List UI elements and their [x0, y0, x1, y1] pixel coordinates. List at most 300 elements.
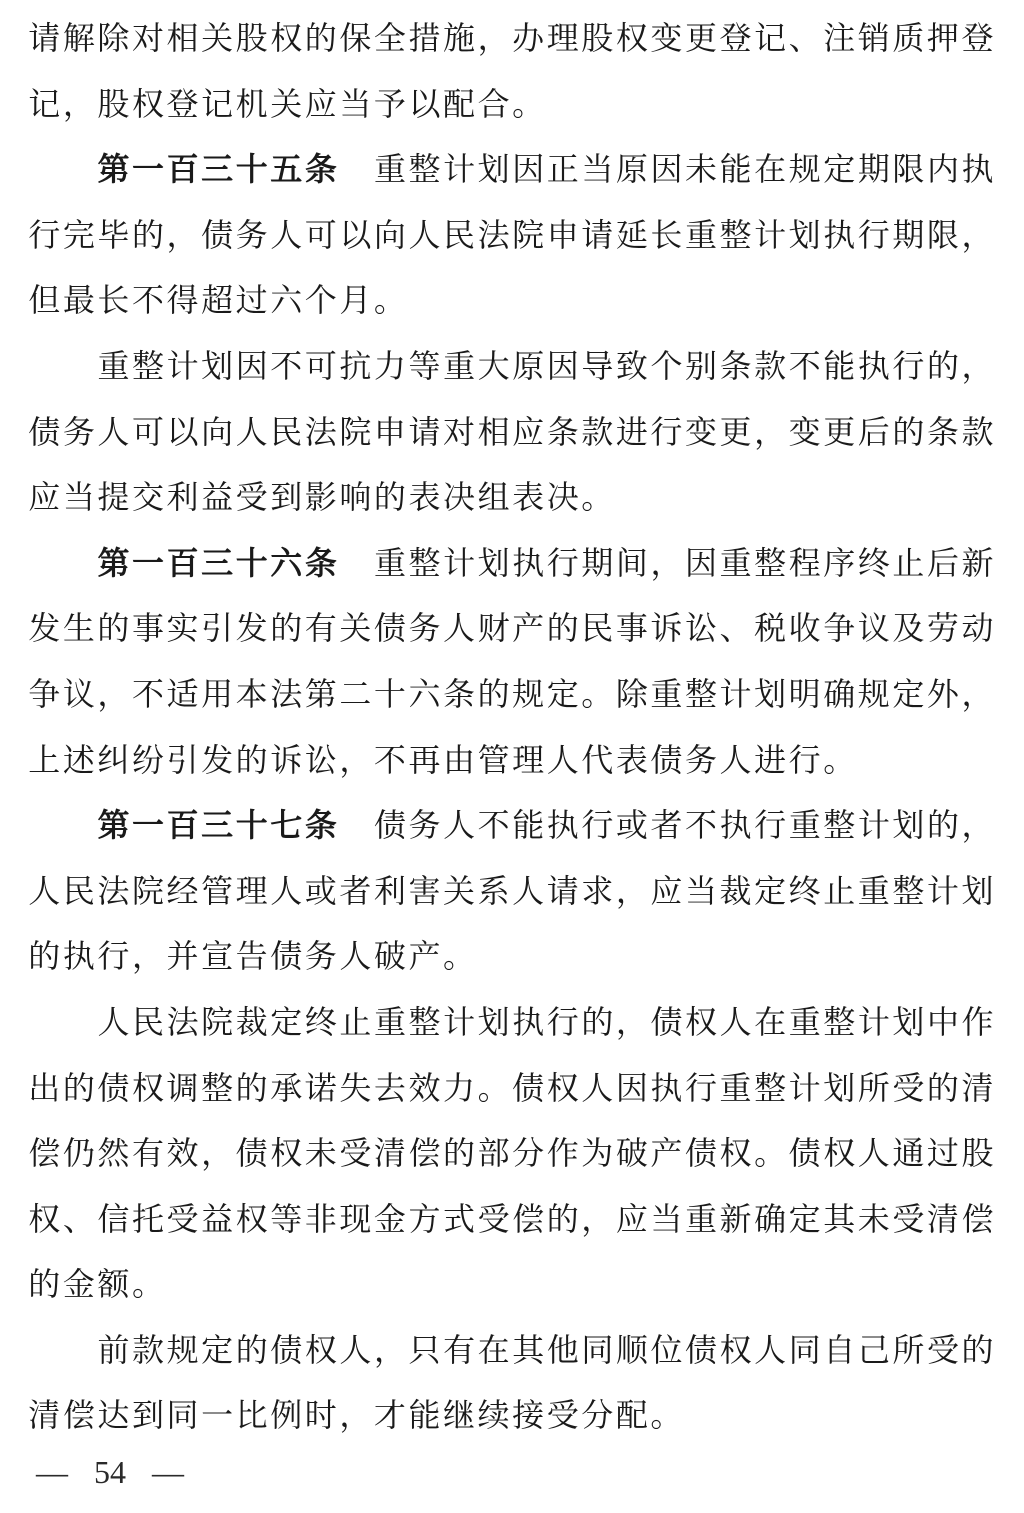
article-number-char: 第: [97, 807, 130, 844]
body-char: 间: [615, 544, 648, 581]
body-char: 权: [235, 1200, 268, 1237]
body-char: 行: [754, 807, 787, 844]
body-char: 款: [961, 413, 994, 450]
body-char: 人: [719, 1003, 752, 1040]
body-char: 以: [339, 216, 372, 253]
body-char: 关: [443, 872, 476, 909]
body-char: 引: [201, 610, 234, 647]
body-char: 务: [62, 413, 95, 450]
body-char: 计: [857, 1003, 890, 1040]
body-char: 能: [512, 807, 545, 844]
body-char: 受: [892, 1200, 925, 1237]
body-char: 诉: [650, 610, 683, 647]
body-char: 发: [28, 610, 61, 647]
body-char: 相: [477, 413, 510, 450]
body-char: 调: [166, 1069, 199, 1106]
body-char: 更: [684, 20, 717, 56]
body-char: 讼: [304, 741, 337, 778]
body-char: 不: [270, 347, 303, 384]
body-char: 宣: [201, 938, 234, 975]
body-char: 人: [28, 872, 61, 909]
body-char: 更: [719, 413, 752, 450]
body-char: 利: [373, 872, 406, 909]
text-line: [27, 400, 996, 466]
body-char: 配: [615, 1397, 648, 1434]
body-char: 期: [581, 544, 614, 581]
body-char: 分: [512, 1135, 545, 1172]
body-char: 在: [754, 151, 787, 188]
text-line: [27, 334, 996, 400]
body-char: 纠: [97, 741, 130, 778]
body-char: 能: [719, 151, 752, 188]
body-char: 管: [201, 872, 234, 909]
body-char: 记: [754, 20, 787, 56]
body-char: ，: [62, 85, 95, 122]
body-char: 本: [235, 675, 268, 712]
body-char: 的: [304, 20, 337, 56]
body-char: 机: [235, 85, 268, 122]
body-char: 执: [512, 1003, 545, 1040]
page-footer: [36, 1452, 184, 1492]
article-number-char: 七: [270, 807, 303, 844]
body-char: 合: [477, 85, 510, 122]
body-char: 权: [131, 85, 164, 122]
body-char: 破: [615, 1135, 648, 1172]
body-char: 权: [546, 1069, 579, 1106]
body-char: 条: [719, 347, 752, 384]
body-char: 方: [408, 1200, 441, 1237]
body-char: 计: [166, 347, 199, 384]
article-number-char: 一: [132, 807, 165, 844]
body-char: 确: [754, 1200, 787, 1237]
body-char: 注: [823, 20, 856, 56]
body-char: 清: [373, 1135, 406, 1172]
body-char: ，: [754, 413, 787, 450]
body-char: 执: [961, 151, 994, 188]
body-char: 股: [235, 20, 268, 56]
body-char: 最: [62, 282, 95, 319]
text-line: [27, 1056, 996, 1122]
article-number-char: 十: [235, 151, 268, 188]
body-char: 的: [62, 1069, 95, 1106]
body-char: 人: [443, 610, 476, 647]
body-char: 权: [304, 1331, 337, 1368]
body-char: 非: [304, 1200, 337, 1237]
body-char: 清: [926, 1200, 959, 1237]
body-char: 力: [443, 1069, 476, 1106]
body-char: 超: [201, 282, 234, 319]
body-char: 股: [961, 1135, 994, 1172]
body-char: 决: [546, 479, 579, 516]
article-number-char: 百: [166, 544, 199, 581]
body-char: 定: [270, 1003, 303, 1040]
body-char: 债: [650, 1003, 683, 1040]
body-char: 一: [201, 1397, 234, 1434]
body-char: 保: [339, 20, 372, 56]
body-char: 期: [892, 216, 925, 253]
body-char: 划: [788, 216, 821, 253]
body-char: [338, 531, 373, 597]
body-char: 限: [892, 151, 925, 188]
body-char: 。: [512, 85, 545, 122]
body-char: 计: [926, 872, 959, 909]
body-char: 人: [408, 216, 441, 253]
body-char: 向: [201, 413, 234, 450]
body-char: 等: [408, 347, 441, 384]
body-char: 大: [477, 347, 510, 384]
body-char: 税: [754, 610, 787, 647]
body-char: 他: [546, 1331, 579, 1368]
article-number-char: 五: [270, 151, 303, 188]
body-char: 纷: [131, 741, 164, 778]
body-char: 债: [270, 1331, 303, 1368]
body-char: 理: [512, 741, 545, 778]
body-char: 、: [719, 610, 752, 647]
body-char: 押: [926, 20, 959, 56]
body-char: 中: [926, 1003, 959, 1040]
body-char: 终: [788, 872, 821, 909]
body-char: 重: [97, 347, 130, 384]
body-char: 条: [546, 413, 579, 450]
text-line: [27, 203, 996, 269]
body-char: 裁: [235, 1003, 268, 1040]
body-char: 正: [546, 151, 579, 188]
body-char: 理: [546, 20, 579, 56]
body-char: 诺: [304, 1069, 337, 1106]
body-char: 进: [754, 741, 787, 778]
body-char: 权: [719, 1331, 752, 1368]
body-char: 关: [201, 20, 234, 56]
body-char: 重: [788, 807, 821, 844]
body-char: ，: [615, 1003, 648, 1040]
body-char: 信: [97, 1200, 130, 1237]
body-char: 请: [581, 216, 614, 253]
body-char: 计: [857, 807, 890, 844]
body-char: ，: [131, 938, 164, 975]
body-char: 或: [615, 807, 648, 844]
body-char: 者: [339, 872, 372, 909]
body-char: ，: [961, 347, 994, 384]
body-char: 关: [270, 85, 303, 122]
body-char: 定: [823, 151, 856, 188]
body-char: 人: [857, 1135, 890, 1172]
body-char: 有: [131, 1135, 164, 1172]
body-char: 确: [823, 675, 856, 712]
body-char: ，: [961, 807, 994, 844]
body-char: 金: [62, 1266, 95, 1303]
body-char: 产: [650, 1135, 683, 1172]
body-char: 权: [28, 1200, 61, 1237]
body-char: 出: [28, 1069, 61, 1106]
body-char: 划: [892, 1003, 925, 1040]
body-char: 对: [131, 20, 164, 56]
body-char: 定: [201, 1331, 234, 1368]
body-char: 然: [97, 1135, 130, 1172]
body-char: 更: [823, 413, 856, 450]
body-char: 院: [339, 413, 372, 450]
body-char: 。: [131, 1266, 164, 1303]
body-char: 的: [926, 347, 959, 384]
body-char: 己: [857, 1331, 890, 1368]
body-char: 分: [581, 1397, 614, 1434]
body-char: 致: [615, 347, 648, 384]
body-char: 产: [408, 938, 441, 975]
body-char: 比: [235, 1397, 268, 1434]
body-char: 民: [132, 1003, 165, 1040]
body-char: 原: [615, 151, 648, 188]
body-char: 规: [512, 675, 545, 712]
body-char: 予: [373, 85, 406, 122]
body-char: 得: [166, 282, 199, 319]
body-char: 别: [685, 347, 718, 384]
body-char: 十: [373, 675, 406, 712]
article-number-char: 十: [235, 807, 268, 844]
body-char: 权: [615, 20, 648, 56]
body-char: 效: [408, 1069, 441, 1106]
body-char: 提: [97, 479, 130, 516]
body-char: 相: [166, 20, 199, 56]
body-char: 以: [166, 413, 199, 450]
body-char: 未: [857, 1200, 890, 1237]
article-number-char: 三: [201, 544, 234, 581]
body-char: 的: [270, 610, 303, 647]
body-char: 的: [477, 675, 510, 712]
body-char: 毕: [97, 216, 130, 253]
body-char: 受: [166, 1200, 199, 1237]
body-char: 债: [788, 1135, 821, 1172]
body-char: 事: [131, 610, 164, 647]
body-char: 划: [823, 1069, 856, 1106]
body-char: 的: [961, 1331, 994, 1368]
body-char: 权: [719, 1135, 752, 1172]
body-char: 人: [512, 872, 545, 909]
body-char: 配: [443, 85, 476, 122]
body-char: 述: [62, 741, 95, 778]
body-char: 响: [339, 479, 372, 516]
body-char: 院: [201, 1003, 234, 1040]
body-char: 偿: [512, 1200, 545, 1237]
body-char: 。: [373, 282, 406, 319]
body-char: 额: [97, 1266, 130, 1303]
body-char: 整: [201, 1069, 234, 1106]
body-char: 事: [615, 610, 648, 647]
body-char: 不: [131, 282, 164, 319]
body-char: 作: [546, 1135, 579, 1172]
body-char: 清: [28, 1397, 61, 1434]
body-char: 止: [823, 872, 856, 909]
body-char: 定: [546, 675, 579, 712]
body-char: 因: [650, 151, 683, 188]
body-char: 执: [823, 216, 856, 253]
body-char: 法: [166, 1003, 199, 1040]
body-char: 措: [408, 20, 441, 56]
body-char: 延: [615, 216, 648, 253]
body-char: 止: [339, 1003, 372, 1040]
body-char: 不: [685, 807, 718, 844]
body-char: 议: [857, 610, 890, 647]
body-char: 月: [339, 282, 372, 319]
body-char: 请: [28, 20, 61, 56]
body-char: 务: [408, 610, 441, 647]
body-char: 重: [373, 151, 406, 188]
body-char: 因: [546, 347, 579, 384]
article-number-char: 三: [201, 807, 234, 844]
body-char: 重: [684, 216, 717, 253]
body-char: 的: [581, 1003, 614, 1040]
body-char: 当: [62, 479, 95, 516]
body-char: 行: [650, 413, 683, 450]
body-char: 人: [719, 741, 752, 778]
body-char: 申: [546, 216, 579, 253]
article-number-char: 一: [132, 544, 165, 581]
body-char: 执: [857, 347, 890, 384]
body-char: 上: [28, 741, 61, 778]
body-char: 序: [823, 544, 856, 581]
body-char: 可: [131, 413, 164, 450]
body-char: 人: [546, 741, 579, 778]
body-char: 院: [512, 216, 545, 253]
body-char: 应: [650, 872, 683, 909]
body-char: 定: [754, 872, 787, 909]
body-char: 记: [201, 85, 234, 122]
body-char: ，: [97, 675, 130, 712]
body-char: 人: [97, 1003, 130, 1040]
body-char: 债: [512, 1069, 545, 1106]
body-char: 债: [235, 1135, 268, 1172]
body-char: 现: [339, 1200, 372, 1237]
body-char: 整: [408, 1003, 441, 1040]
body-char: 计: [754, 216, 787, 253]
body-char: 施: [443, 20, 476, 56]
body-char: 务: [235, 216, 268, 253]
body-char: 、: [788, 20, 821, 56]
body-char: 系: [477, 872, 510, 909]
body-char: 行: [97, 938, 130, 975]
body-char: 整: [132, 347, 165, 384]
body-char: 的: [892, 413, 925, 450]
body-char: 关: [339, 610, 372, 647]
body-char: 财: [477, 610, 510, 647]
body-char: 仍: [62, 1135, 95, 1172]
body-char: 重: [650, 675, 683, 712]
body-char: ，: [650, 544, 683, 581]
body-char: 外: [926, 675, 959, 712]
body-char: 。: [477, 1069, 510, 1106]
body-char: 止: [892, 544, 925, 581]
body-char: 债: [201, 216, 234, 253]
body-char: 划: [477, 544, 510, 581]
body-char: 人: [754, 1331, 787, 1368]
body-char: 执: [719, 807, 752, 844]
body-char: 产: [512, 610, 545, 647]
body-char: 重: [443, 347, 476, 384]
body-char: 到: [270, 479, 303, 516]
article-number-char: 第: [97, 544, 130, 581]
body-char: 的: [926, 1069, 959, 1106]
body-char: 规: [857, 675, 890, 712]
body-char: 等: [270, 1200, 303, 1237]
body-char: 诉: [270, 741, 303, 778]
body-char: 划: [754, 675, 787, 712]
body-char: 通: [892, 1135, 925, 1172]
body-char: 。: [581, 479, 614, 516]
body-char: 的: [235, 1069, 268, 1106]
body-char: 当: [581, 151, 614, 188]
body-char: 整: [719, 216, 752, 253]
body-char: 但: [28, 282, 61, 319]
body-char: 清: [961, 1069, 994, 1106]
article-number-char: 第: [97, 151, 130, 188]
body-char: 行: [546, 544, 579, 581]
body-char: 当: [339, 85, 372, 122]
body-char: ，: [477, 20, 510, 56]
body-char: 代: [581, 741, 614, 778]
body-char: 去: [373, 1069, 406, 1106]
body-char: 可: [304, 347, 337, 384]
body-char: 重: [719, 544, 752, 581]
text-line: [27, 531, 996, 597]
body-char: 的: [546, 610, 579, 647]
body-char: 后: [857, 413, 890, 450]
text-line: [27, 137, 996, 203]
body-char: 当: [684, 872, 717, 909]
body-char: 理: [235, 872, 268, 909]
body-char: 收: [788, 610, 821, 647]
body-char: 接: [512, 1397, 545, 1434]
body-char: ，: [339, 741, 372, 778]
body-char: 到: [131, 1397, 164, 1434]
body-char: 权: [685, 1003, 718, 1040]
body-char: 偿: [28, 1135, 61, 1172]
body-char: 民: [62, 872, 95, 909]
body-char: 解: [62, 20, 95, 56]
body-char: 个: [650, 347, 683, 384]
body-char: 只: [408, 1331, 441, 1368]
body-char: 力: [373, 347, 406, 384]
body-char: 过: [235, 282, 268, 319]
body-char: 对: [443, 413, 476, 450]
body-char: 决: [443, 479, 476, 516]
body-char: 计: [443, 151, 476, 188]
body-char: 因: [512, 151, 545, 188]
body-char: 重: [857, 872, 890, 909]
body-char: 不: [477, 807, 510, 844]
body-char: ，: [166, 216, 199, 253]
body-char: 划: [892, 807, 925, 844]
body-char: 在: [477, 1331, 510, 1368]
body-char: 执: [546, 807, 579, 844]
body-char: 不: [788, 347, 821, 384]
footer-left-dash: —: [36, 1454, 68, 1490]
body-char: 申: [373, 413, 406, 450]
body-char: 请: [546, 872, 579, 909]
body-char: 人: [443, 807, 476, 844]
text-line: [27, 1383, 996, 1449]
body-char: ，: [615, 872, 648, 909]
body-char: 行: [892, 347, 925, 384]
body-char: 划: [201, 347, 234, 384]
body-char: 适: [166, 675, 199, 712]
text-line: [27, 6, 996, 72]
body-char: 债: [650, 741, 683, 778]
body-char: 。: [443, 938, 476, 975]
body-char: 时: [304, 1397, 337, 1434]
body-char: 的: [373, 479, 406, 516]
body-char: 或: [304, 872, 337, 909]
body-char: 整: [408, 151, 441, 188]
body-char: 整: [892, 872, 925, 909]
body-char: 法: [270, 675, 303, 712]
